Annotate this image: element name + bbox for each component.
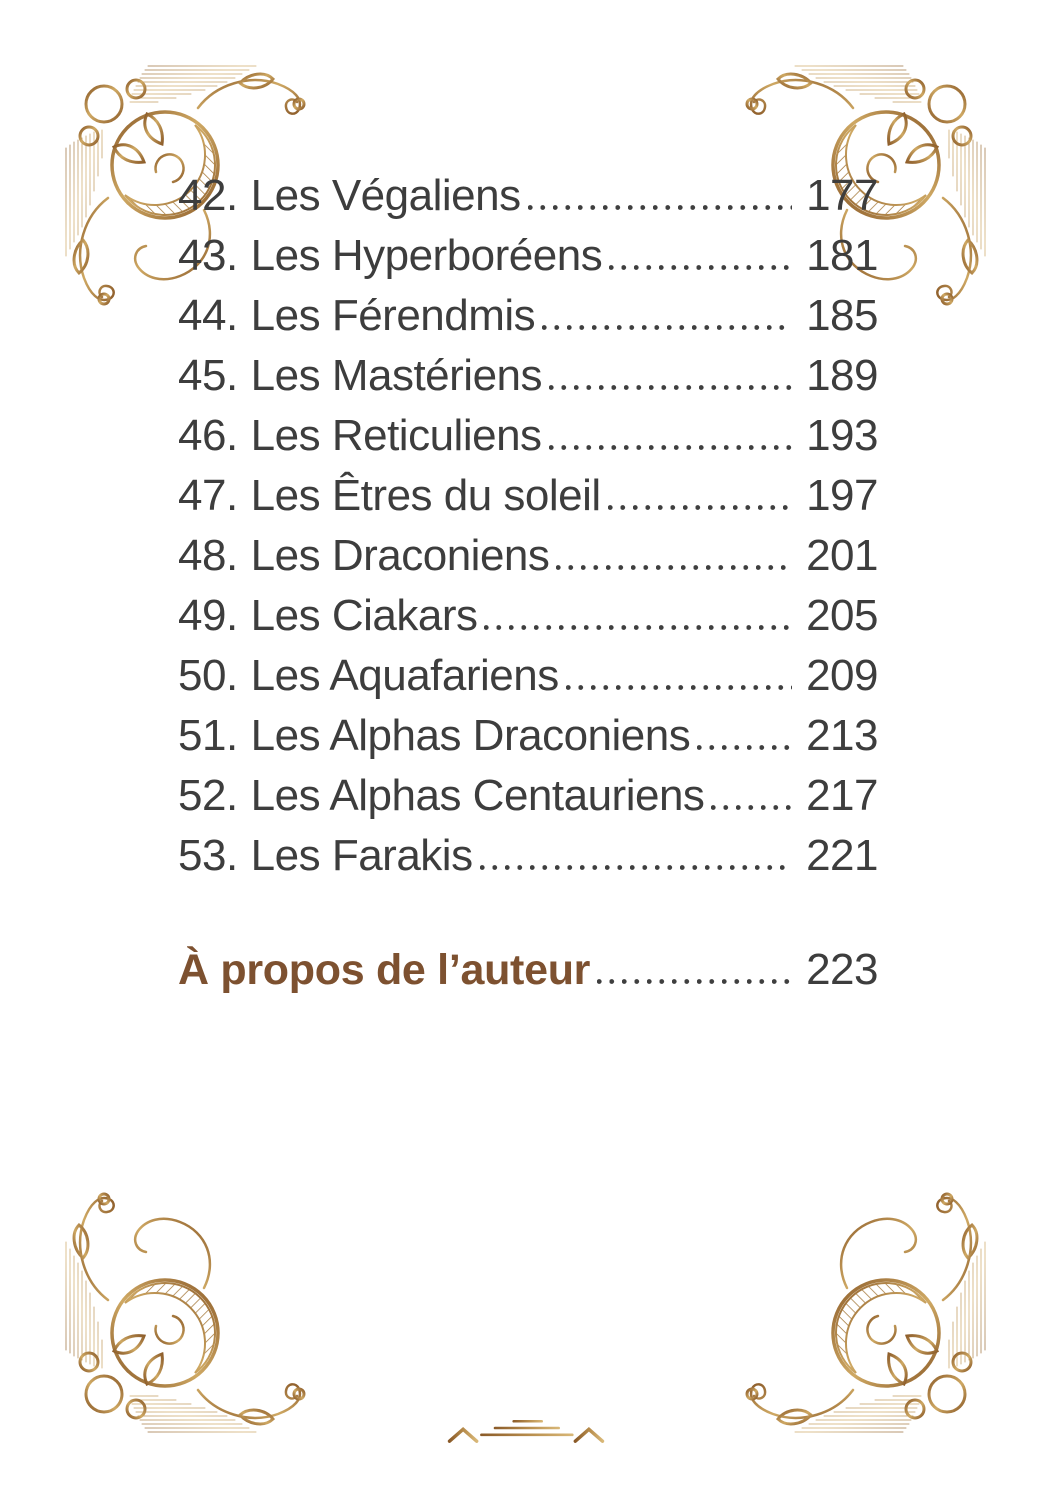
toc-entry-number: 52. <box>178 771 238 820</box>
toc-entry <box>178 758 878 818</box>
toc-entry-number: 43. <box>178 231 238 280</box>
author-section-label: À propos de l’auteur <box>178 946 591 994</box>
toc-entry-title: Les Hyperboréens <box>250 231 603 280</box>
toc-entry-page: 205 <box>806 591 878 640</box>
toc-entry <box>178 518 878 578</box>
toc-entry-page: 177 <box>806 171 878 220</box>
toc-entry-page: 217 <box>806 771 878 820</box>
dot-leader <box>597 979 792 984</box>
toc-entry-number: 47. <box>178 471 238 520</box>
corner-flourish-bottom-right-icon <box>719 1166 999 1446</box>
toc-entry-number: 44. <box>178 291 238 340</box>
toc-entry-page: 181 <box>806 231 878 280</box>
toc-entry <box>178 338 878 398</box>
toc-entry-title: Les Végaliens <box>250 171 521 220</box>
toc-entry <box>178 638 878 698</box>
dot-leader <box>711 805 792 810</box>
toc-entry-title: Les Mastériens <box>250 351 543 400</box>
toc-entry-number: 51. <box>178 711 238 760</box>
dot-leader <box>556 565 792 570</box>
dot-leader <box>484 625 792 630</box>
toc-entry-title: Les Alphas Centauriens <box>250 771 705 820</box>
toc-entry-title: Les Alphas Draconiens <box>250 711 691 760</box>
toc-entry-number: 50. <box>178 651 238 700</box>
dot-leader <box>566 685 792 690</box>
toc-entry-title: Les Férendmis <box>250 291 536 340</box>
toc-entry-page: 213 <box>806 711 878 760</box>
toc-entry-page: 185 <box>806 291 878 340</box>
toc-entry-number: 46. <box>178 411 238 460</box>
toc-entry-number: 53. <box>178 831 238 880</box>
dot-leader <box>528 205 792 210</box>
dot-leader <box>549 385 792 390</box>
toc-entry-page: 209 <box>806 651 878 700</box>
toc-entry-page: 189 <box>806 351 878 400</box>
dot-leader <box>697 745 792 750</box>
toc-entry <box>178 818 878 878</box>
toc-entry <box>178 278 878 338</box>
toc-entry <box>178 398 878 458</box>
toc-entry-title: Les Reticuliens <box>250 411 542 460</box>
toc-entry-title: Les Ciakars <box>250 591 478 640</box>
toc-entry-number: 45. <box>178 351 238 400</box>
toc-entry-page: 193 <box>806 411 878 460</box>
toc-entry <box>178 158 878 218</box>
toc-entry-title: Les Farakis <box>250 831 473 880</box>
toc-entry <box>178 578 878 638</box>
dot-leader <box>549 445 792 450</box>
toc-entry-title: Les Êtres du soleil <box>250 471 601 520</box>
toc-entry <box>178 458 878 518</box>
toc-entry-page: 223 <box>806 945 878 994</box>
toc-entry <box>178 698 878 758</box>
table-of-contents <box>178 158 878 992</box>
toc-entry-page: 221 <box>806 831 878 880</box>
toc-entry-number: 48. <box>178 531 238 580</box>
footer-divider-ornament-icon <box>441 1414 611 1448</box>
toc-entry <box>178 218 878 278</box>
toc-entry-page: 197 <box>806 471 878 520</box>
corner-flourish-bottom-left-icon <box>52 1166 332 1446</box>
toc-entry-page: 201 <box>806 531 878 580</box>
toc-entry-title: Les Aquafariens <box>250 651 559 700</box>
dot-leader <box>609 265 792 270</box>
dot-leader <box>608 505 792 510</box>
dot-leader <box>480 865 792 870</box>
toc-entry-author <box>178 932 878 992</box>
dot-leader <box>542 325 792 330</box>
toc-entry-number: 49. <box>178 591 238 640</box>
toc-entry-number: 42. <box>178 171 238 220</box>
toc-entry-title: Les Draconiens <box>250 531 550 580</box>
